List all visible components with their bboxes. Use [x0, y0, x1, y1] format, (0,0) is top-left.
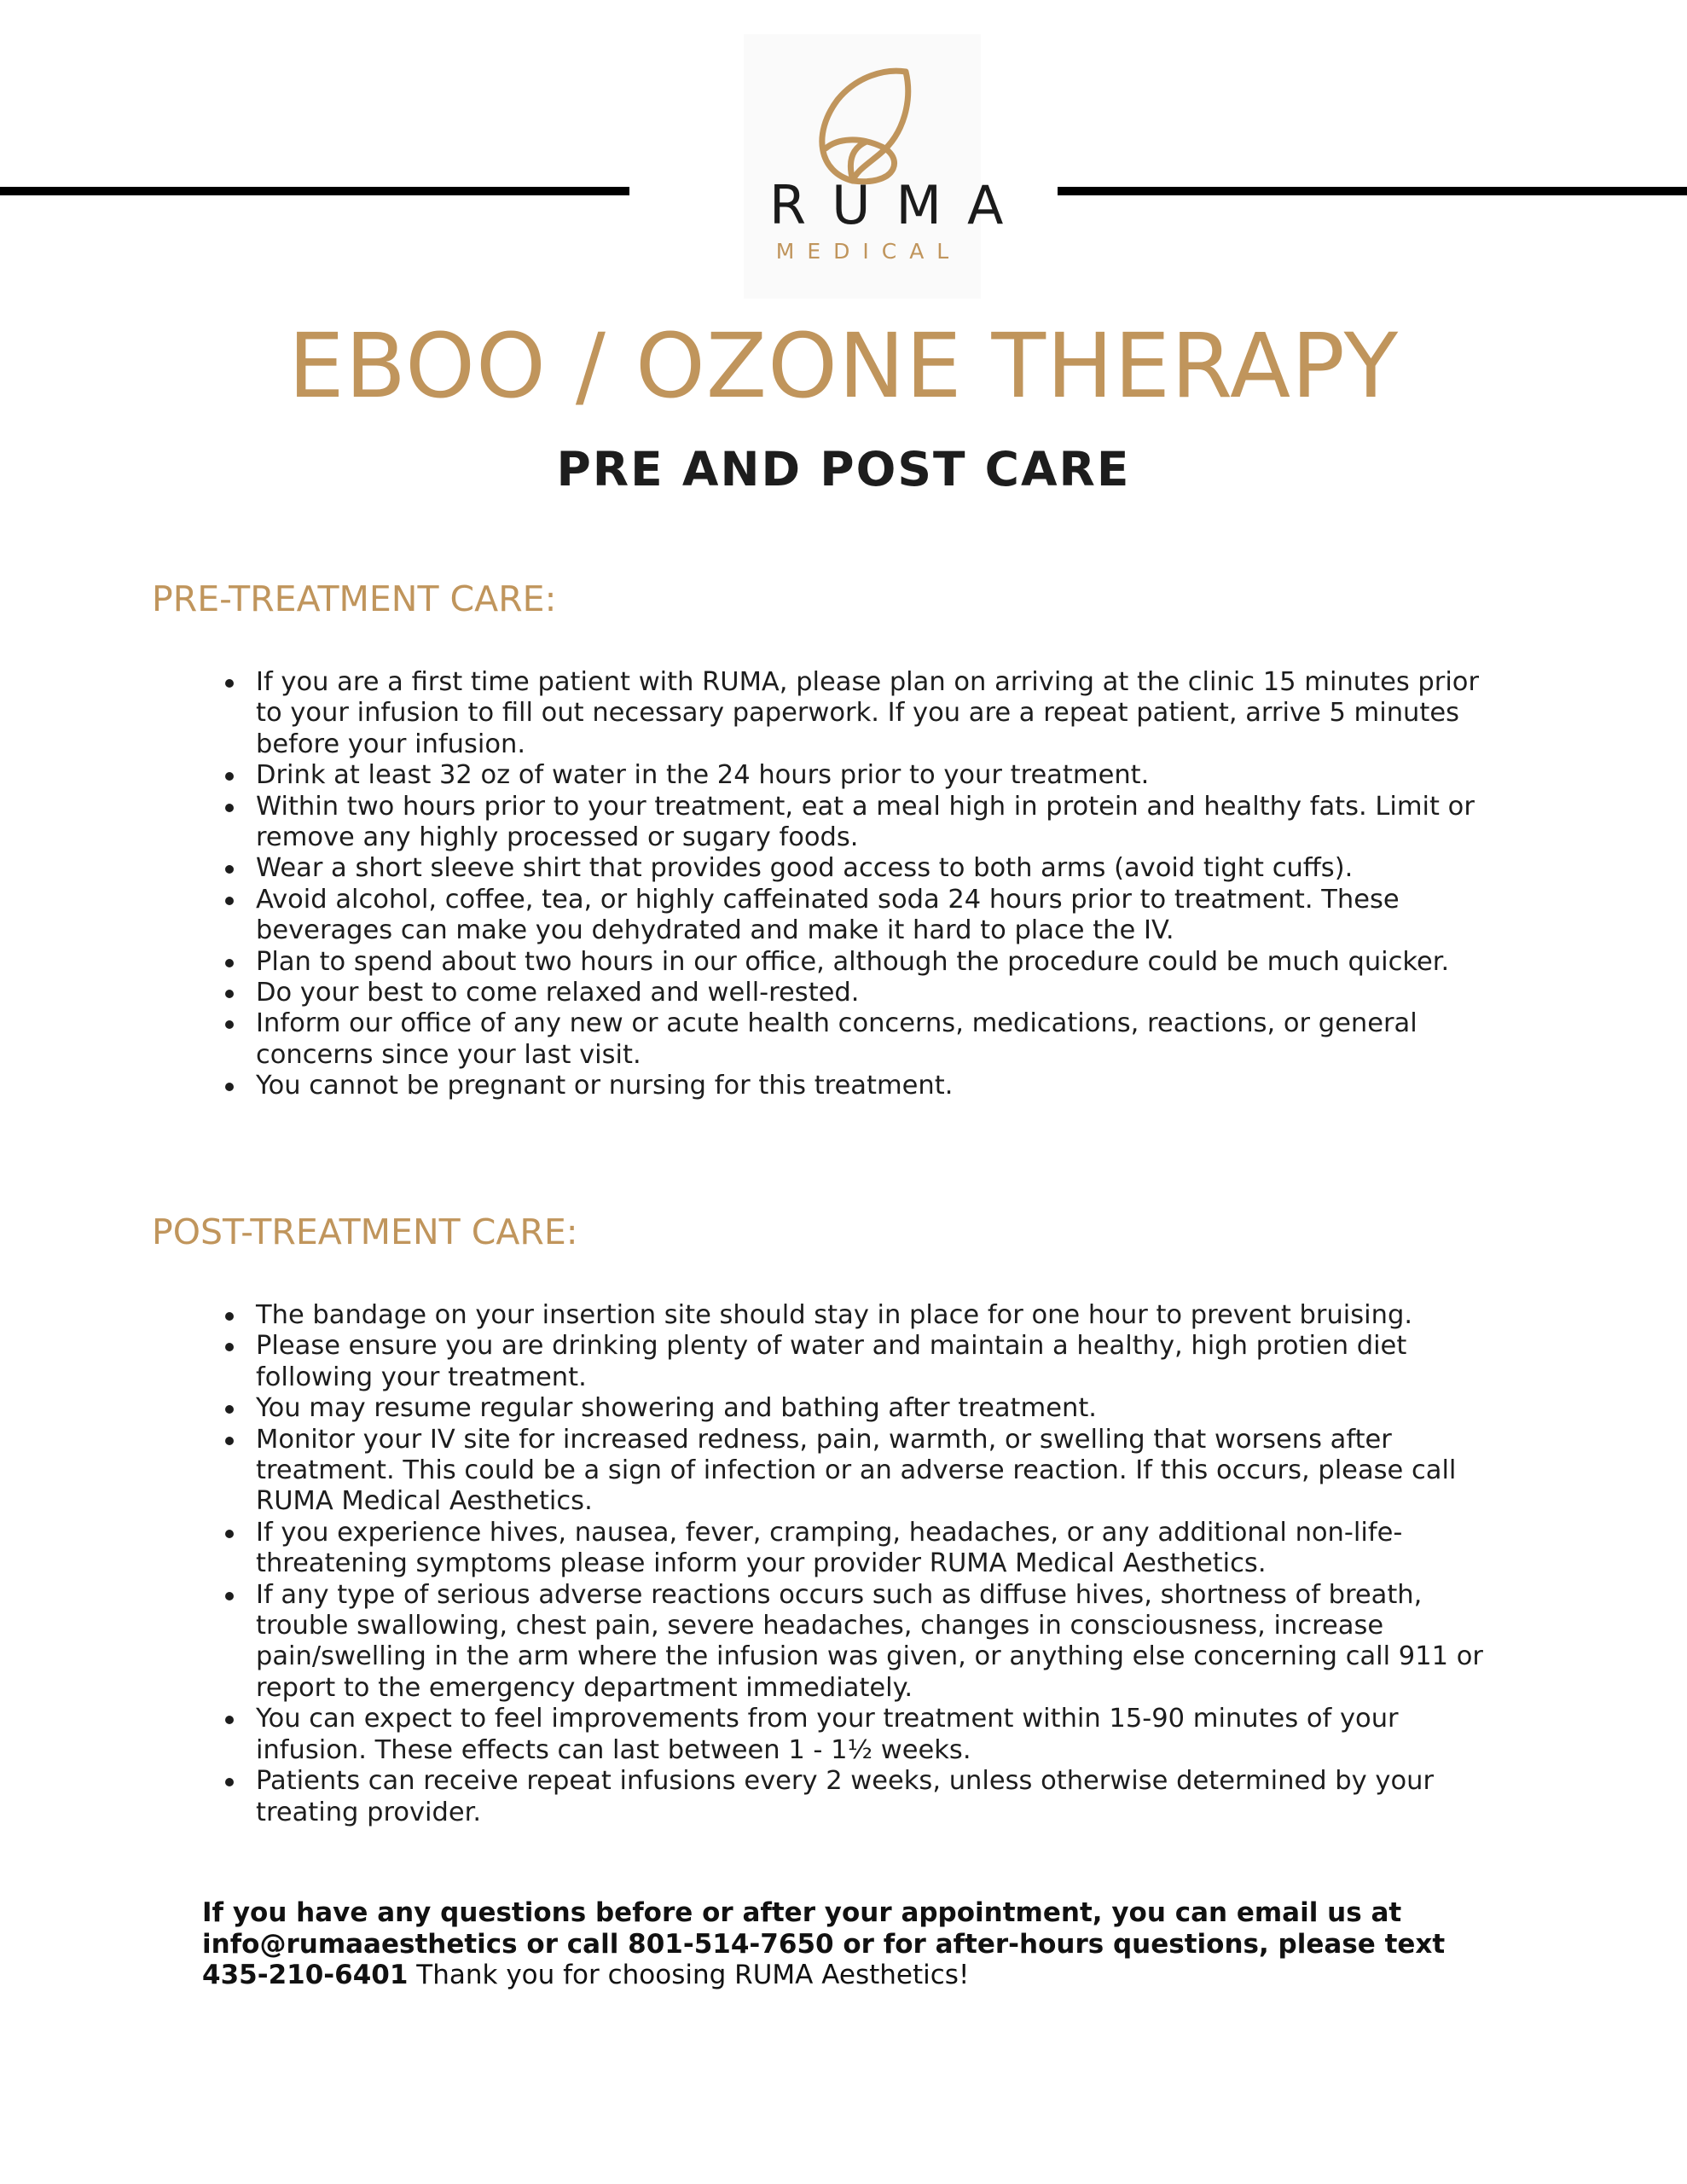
logo-wordmark: RUMA — [769, 174, 1029, 236]
pre-treatment-list — [256, 667, 1501, 1102]
post-treatment-heading: POST-TREATMENT CARE: — [152, 1211, 578, 1252]
logo-tagline: MEDICAL — [775, 239, 962, 264]
header-rule-right — [1058, 187, 1687, 195]
pre-treatment-heading: PRE-TREATMENT CARE: — [152, 578, 557, 619]
page-title: EBOO / OZONE THERAPY — [287, 314, 1400, 418]
list-item: Inform our office of any new or acute health concerns, medications, reactions, or general concerns since your last visit. — [256, 1008, 1501, 1071]
leaf-logo-icon — [803, 53, 923, 189]
header-rule-left — [0, 187, 629, 195]
list-item: Wear a short sleeve shirt that provides good access to both arms (avoid tight cuffs). — [256, 853, 1501, 884]
list-item: You may resume regular showering and bathing after treatment. — [256, 1393, 1501, 1424]
ruma-logo — [744, 34, 1029, 299]
list-item: Monitor your IV site for increased redness, pain, warmth, or swelling that worsens after treatment. This could be a sign of infection or an adverse reaction. If this occurs, please call RUMA Medical Aesthetics. — [256, 1425, 1501, 1518]
contact-questions-text: If you have any questions before or after your appointment, you can email us at info@rumaaesthetics or call 801-514-7650 or for after-hours questions, please text 435-210-6401 — [202, 1897, 1446, 1990]
list-item: Plan to spend about two hours in our office, although the procedure could be much quicker. — [256, 947, 1501, 978]
list-item: The bandage on your insertion site should stay in place for one hour to prevent bruising. — [256, 1300, 1501, 1331]
list-item: Drink at least 32 oz of water in the 24 hours prior to your treatment. — [256, 760, 1501, 791]
list-item: Patients can receive repeat infusions every 2 weeks, unless otherwise determined by your treating provider. — [256, 1766, 1501, 1828]
list-item: Within two hours prior to your treatment, eat a meal high in protein and healthy fats. Limit or remove any highly processed or sugary foods. — [256, 792, 1501, 854]
list-item: Please ensure you are drinking plenty of water and maintain a healthy, high protien diet following your treatment. — [256, 1331, 1501, 1393]
list-item: If you are a first time patient with RUMA, please plan on arriving at the clinic 15 minutes prior to your infusion to fill out necessary paperwork. If you are a repeat patient, arrive 5 minutes before your infusion. — [256, 667, 1501, 760]
page-subtitle: PRE AND POST CARE — [556, 442, 1131, 497]
contact-thank-you: Thank you for choosing RUMA Aesthetics! — [408, 1960, 970, 1990]
list-item: If any type of serious adverse reactions occurs such as diffuse hives, shortness of breath, trouble swallowing, chest pain, severe headaches, changes in consciousness, increase pain/swelling in the arm where the infusion was given, or anything else concerning call 911 or report to the emergency department immediately. — [256, 1580, 1501, 1705]
list-item: Avoid alcohol, coffee, tea, or highly caffeinated soda 24 hours prior to treatment. These beverages can make you dehydrated and make it hard to place the IV. — [256, 885, 1501, 947]
list-item: If you experience hives, nausea, fever, cramping, headaches, or any additional non-life-threatening symptoms please inform your provider RUMA Medical Aesthetics. — [256, 1518, 1501, 1580]
list-item: You cannot be pregnant or nursing for this treatment. — [256, 1071, 1501, 1101]
post-treatment-list — [256, 1300, 1501, 1828]
contact-info — [202, 1897, 1481, 1991]
list-item: Do your best to come relaxed and well-rested. — [256, 978, 1501, 1008]
list-item: You can expect to feel improvements from your treatment within 15-90 minutes of your infusion. These effects can last between 1 - 1½ weeks. — [256, 1704, 1501, 1766]
